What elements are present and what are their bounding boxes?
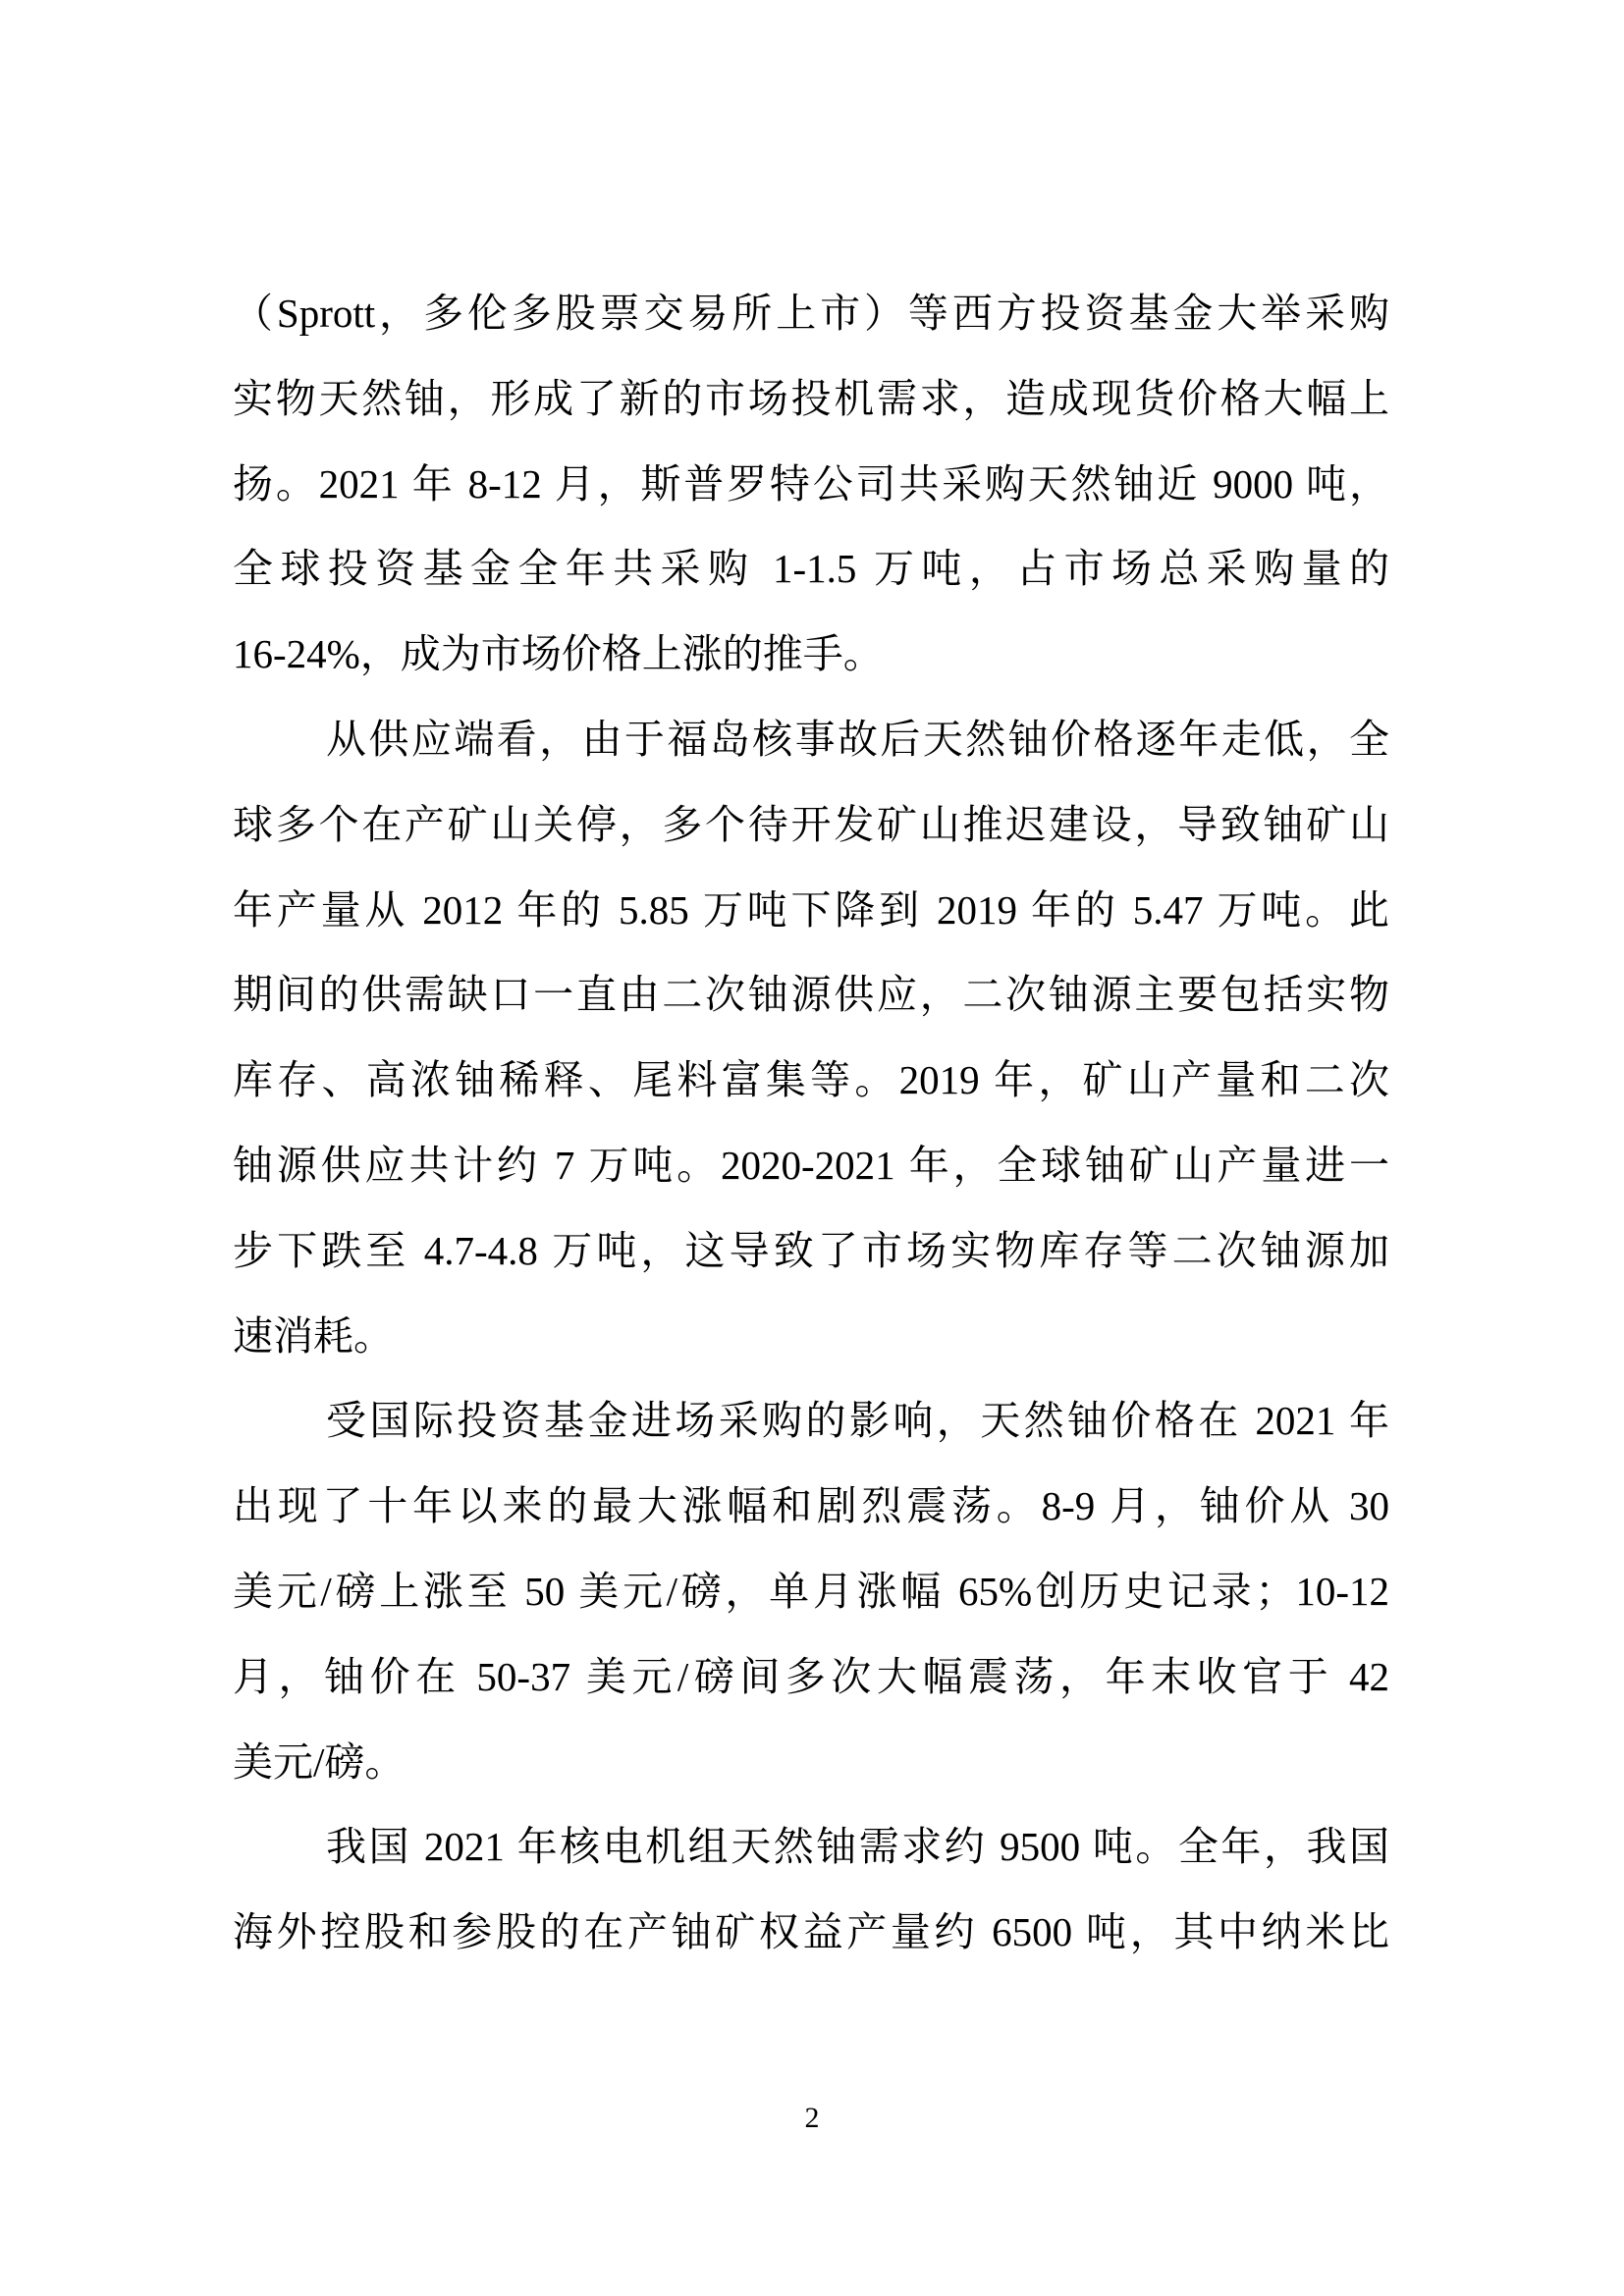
text-line: 步下跌至 4.7-4.8 万吨，这导致了市场实物库存等二次铀源加 [233, 1227, 1389, 1273]
text-line: 美元/磅。 [233, 1738, 406, 1785]
text-line: 全球投资基金全年共采购 1-1.5 万吨，占市场总采购量的 [233, 546, 1389, 592]
text-line: 年产量从 2012 年的 5.85 万吨下降到 2019 年的 5.47 万吨。此 [233, 886, 1389, 933]
text-line: 实物天然铀，形成了新的市场投机需求，造成现货价格大幅上 [233, 375, 1389, 421]
text-line: （Sprott，多伦多股票交易所上市）等西方投资基金大举采购 [233, 291, 1389, 336]
text-line: 铀源供应共计约 7 万吨。2020-2021 年，全球铀矿山产量进一 [233, 1142, 1389, 1188]
text-line: 库存、高浓铀稀释、尾料富集等。2019 年，矿山产量和二次 [233, 1057, 1389, 1103]
text-line: 月，铀价在 50-37 美元/磅间多次大幅震荡，年末收官于 42 [233, 1653, 1389, 1699]
text-line: 16-24%，成为市场价格上涨的推手。 [233, 631, 884, 677]
text-line: 球多个在产矿山关停，多个待开发矿山推迟建设，导致铀矿山 [233, 801, 1389, 847]
page-text [233, 288, 1389, 1992]
text-line: 扬。2021 年 8-12 月，斯普罗特公司共采购天然铀近 9000 吨， [233, 460, 1389, 507]
page-number: 2 [804, 2102, 820, 2134]
text-line: 美元/磅上涨至 50 美元/磅，单月涨幅 65%创历史记录；10-12 [233, 1568, 1389, 1614]
text-line: 受国际投资基金进场采购的影响，天然铀价格在 2021 年 [326, 1398, 1389, 1444]
text-line: 海外控股和参股的在产铀矿权益产量约 6500 吨，其中纳米比 [233, 1909, 1389, 1955]
text-line: 速消耗。 [233, 1312, 394, 1359]
text-line: 我国 2021 年核电机组天然铀需求约 9500 吨。全年，我国 [326, 1824, 1389, 1870]
text-line: 期间的供需缺口一直由二次铀源供应，二次铀源主要包括实物 [233, 972, 1389, 1018]
text-line: 从供应端看，由于福岛核事故后天然铀价格逐年走低，全 [326, 716, 1389, 762]
text-line: 出现了十年以来的最大涨幅和剧烈震荡。8-9 月，铀价从 30 [233, 1483, 1389, 1529]
